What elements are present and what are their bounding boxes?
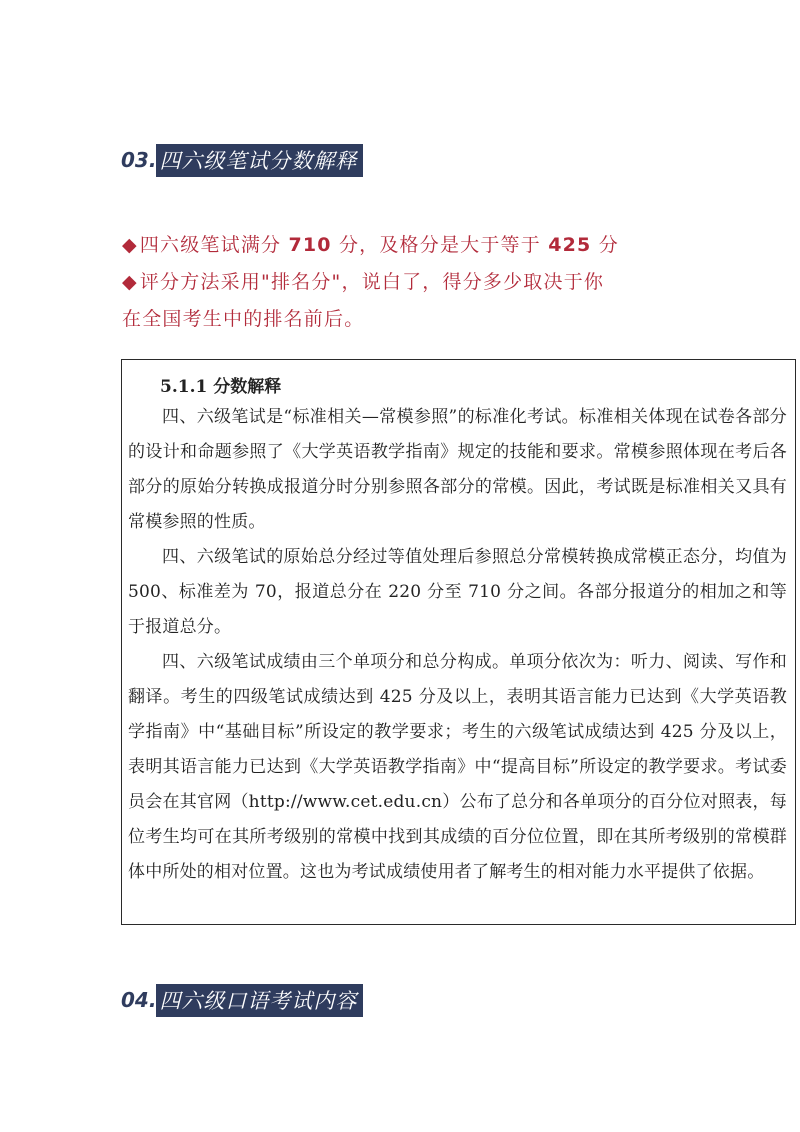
score-explanation-excerpt — [121, 359, 796, 925]
bullet-continuation: 在全国考生中的排名前后。 — [122, 308, 365, 330]
diamond-bullet-icon: ◆ — [122, 271, 138, 293]
paragraph-3: 四、六级笔试成绩由三个单项分和总分构成。单项分依次为：听力、阅读、写作和翻译。考生的四级笔试成绩达到 425 分及以上，表明其语言能力已达到《大学英语教学指南》中“基础目标”所设定的教学要求；考生的六级笔试成绩达到 425 分及以上，表明其语言能力已达到《大学英语教学指南》中“提高目标”所设定的教学要求。考试委员会在其官网（http://www.cet.edu.cn）公布了总分和各单项分的百分位对照表，每位考生均可在其所考级别的常模中找到其成绩的百分位位置，即在其所考级别的常模群体中所处的相对位置。这也为考试成绩使用者了解考生的相对能力水平提供了依据。 — [128, 652, 787, 882]
section-title: 四六级口语考试内容 — [156, 984, 363, 1017]
section-title: 四六级笔试分数解释 — [156, 144, 363, 177]
bullet-full-score: ◆ 四六级笔试满分 710 分，及格分是大于等于 425 分 — [122, 234, 619, 256]
excerpt-title: 5.1.1 分数解释 — [160, 377, 282, 397]
diamond-bullet-icon: ◆ — [122, 234, 138, 256]
section-number: 04. — [121, 988, 157, 1012]
section-03-heading — [121, 145, 363, 175]
paragraph-2: 四、六级笔试的原始总分经过等值处理后参照总分常模转换成常模正态分，均值为 500、标准差为 70，报道总分在 220 分至 710 分之间。各部分报道分的相加之和等于报道总分。 — [128, 547, 787, 637]
section-number: 03. — [121, 148, 157, 172]
pass-score-value: 425 — [548, 234, 592, 256]
bullet-scoring-method: ◆ 评分方法采用"排名分"，说白了，得分多少取决于你 — [122, 271, 605, 293]
paragraph-1: 四、六级笔试是“标准相关—常模参照”的标准化考试。标准相关体现在试卷各部分的设计和命题参照了《大学英语教学指南》规定的技能和要求。常模参照体现在考后各部分的原始分转换成报道分时分别参照各部分的常模。因此，考试既是标准相关又具有常模参照的性质。 — [128, 407, 787, 532]
bullet-list — [122, 227, 722, 338]
full-score-value: 710 — [288, 234, 332, 256]
section-04-heading — [121, 985, 363, 1015]
